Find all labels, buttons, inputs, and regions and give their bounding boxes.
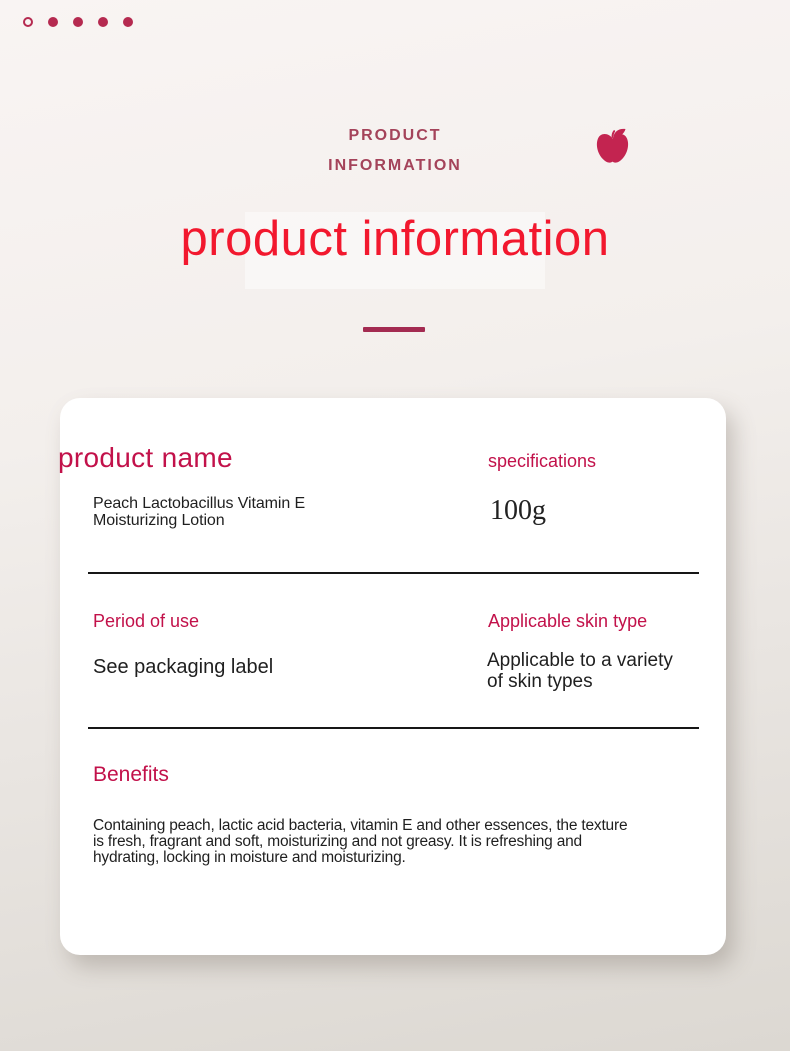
carousel-dot [73,17,83,27]
specifications-value: 100g [490,495,546,526]
carousel-dot-active [23,17,33,27]
divider [88,727,699,729]
pagination-dots [23,17,133,27]
product-name-label: product name [58,442,233,473]
specifications-label: specifications [488,451,597,471]
product-name-value: Peach Lactobacillus Vitamin E Moisturizing Lotion [93,495,306,529]
carousel-dot [123,17,133,27]
eyebrow-heading [0,121,790,181]
carousel-dot [48,17,58,27]
title-underline-dash [363,327,425,332]
page-title: product information [180,212,610,266]
benefits-label: Benefits [93,763,169,786]
skin-type-value: Applicable to a variety of skin types [487,650,673,692]
period-of-use-value: See packaging label [93,656,274,678]
benefits-value: Containing peach, lactic acid bacteria, vitamin E and other essences, the texture is fresh, fragrant and soft, moisturizing and not greasy. It is refreshing and hydrating, locking in moisture and moisturizing. [93,817,628,866]
apple-icon [594,126,631,167]
eyebrow-line1: PRODUCT [348,127,442,144]
eyebrow-line2: INFORMATION [328,157,462,174]
product-info-card [60,398,726,955]
carousel-dot [98,17,108,27]
period-of-use-label: Period of use [93,611,200,631]
skin-type-label: Applicable skin type [488,611,648,631]
divider [88,572,699,574]
